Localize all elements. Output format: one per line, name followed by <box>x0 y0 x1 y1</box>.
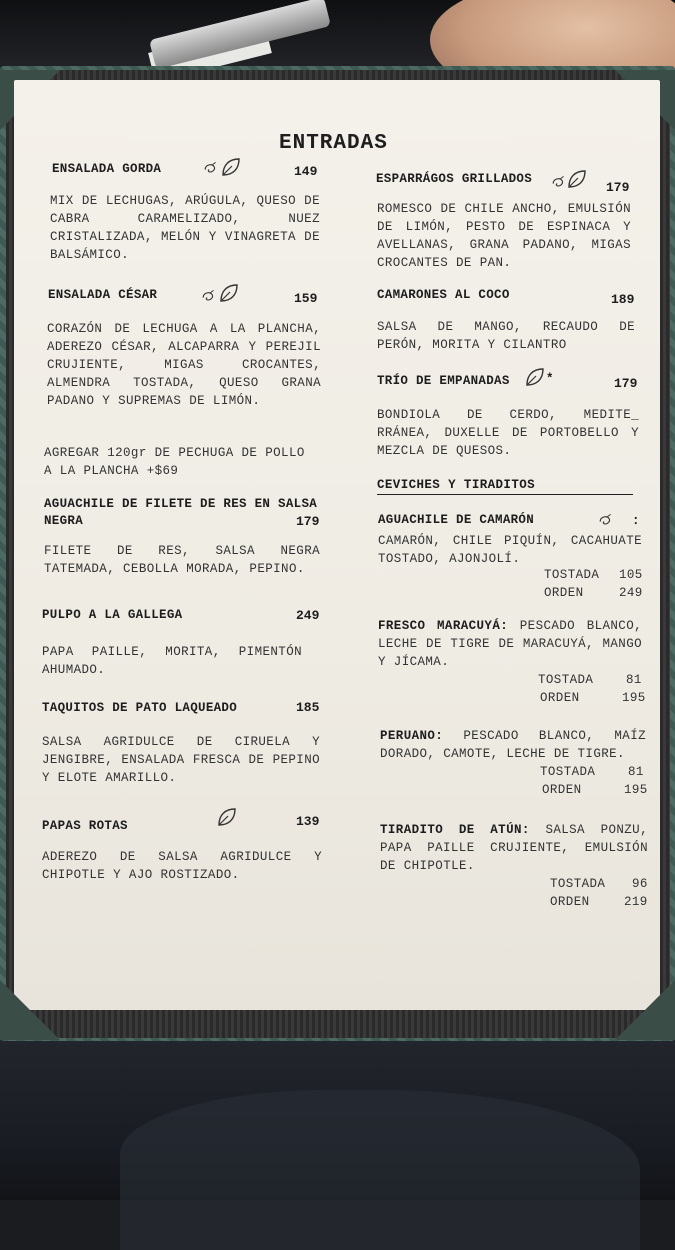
shrimp-icon <box>200 288 216 304</box>
item-description: SALSA DE MANGO, RECAUDO DE PERÓN, MORITA Y CILANTRO <box>377 320 635 352</box>
shrimp-icon <box>202 160 218 176</box>
item-name: AGUACHILE DE CAMARÓN <box>378 513 535 527</box>
price-value: 96 <box>632 877 648 891</box>
item-name: ESPARRÁGOS GRILLADOS <box>376 172 533 186</box>
item-mark: * <box>546 372 554 386</box>
item-price: 139 <box>296 814 320 829</box>
leaf-icon <box>218 282 240 304</box>
item-description: ADEREZO DE SALSA AGRIDULCE Y CHIPOTLE Y AJO ROSTIZADO. <box>42 850 322 882</box>
price-value: 249 <box>619 586 643 600</box>
price-label: ORDEN <box>550 895 590 909</box>
item-colon: : <box>632 514 640 528</box>
item-description: MIX DE LECHUGAS, ARÚGULA, QUESO DE CABRA CARAMELIZADO, NUEZ CRISTALIZADA, MELÓN Y VINAGRETA DE BALSÁMICO. <box>50 194 320 262</box>
shrimp-icon <box>550 174 566 190</box>
item-name: TIRADITO DE ATÚN: <box>380 823 530 837</box>
shrimp-icon <box>597 512 613 528</box>
item-name: PERUANO: <box>380 729 444 743</box>
price-label: TOSTADA <box>550 877 606 891</box>
item-price: 189 <box>611 292 635 307</box>
price-label: TOSTADA <box>540 765 596 779</box>
page-title: ENTRADAS <box>279 132 388 155</box>
price-value: 81 <box>628 765 644 779</box>
section-heading: CEVICHES Y TIRADITOS <box>377 478 633 495</box>
price-value: 195 <box>622 691 646 705</box>
lap-background <box>0 1030 675 1200</box>
item-price: 249 <box>296 608 320 623</box>
item-description: FILETE DE RES, SALSA NEGRA TATEMADA, CEBOLLA MORADA, PEPINO. <box>44 544 320 576</box>
item-name: ENSALADA CÉSAR <box>48 288 158 302</box>
leaf-icon <box>216 806 238 828</box>
item-name: FRESCO MARACUYÁ: <box>378 619 509 633</box>
item-description: BONDIOLA DE CERDO, MEDITE_ RRÁNEA, DUXELLE DE PORTOBELLO Y MEZCLA DE QUESOS. <box>377 408 639 458</box>
item-description-text: SALSA PONZU, PAPA PAILLE CRUJIENTE, EMULSIÓN DE CHIPOTLE. <box>380 823 648 873</box>
item-description: CAMARÓN, CHILE PIQUÍN, CACAHUATE TOSTADO, AJONJOLÍ. <box>378 534 642 566</box>
price-label: ORDEN <box>544 586 584 600</box>
item-description <box>378 617 642 671</box>
price-label: TOSTADA <box>544 568 600 582</box>
leaf-icon <box>566 168 588 190</box>
item-name: ENSALADA GORDA <box>52 162 162 176</box>
item-name: AGUACHILE DE FILETE DE RES EN SALSA NEGRA <box>44 497 318 528</box>
item-price: 179 <box>614 376 638 391</box>
item-price: 179 <box>606 180 630 195</box>
item-description <box>380 727 646 763</box>
item-extra: AGREGAR 120gr DE PECHUGA DE POLLO A LA PLANCHA +$69 <box>44 446 305 478</box>
leaf-icon <box>220 156 242 178</box>
leaf-icon <box>524 366 546 388</box>
item-price: 149 <box>294 164 318 179</box>
price-label: ORDEN <box>540 691 580 705</box>
item-description-text: PESCADO BLANCO, LECHE DE TIGRE DE MARACUYÁ, MANGO Y JÍCAMA. <box>378 619 642 669</box>
price-label: TOSTADA <box>538 673 594 687</box>
item-description: PAPA PAILLE, MORITA, PIMENTÓN AHUMADO. <box>42 645 302 677</box>
item-description: ROMESCO DE CHILE ANCHO, EMULSIÓN DE LIMÓN, PESTO DE ESPINACA Y AVELLANAS, GRANA PADANO, MIGAS CROCANTES DE PAN. <box>377 202 631 270</box>
item-name: CAMARONES AL COCO <box>377 288 510 302</box>
item-name: PAPAS ROTAS <box>42 819 128 833</box>
item-price: 179 <box>296 514 320 529</box>
item-description: CORAZÓN DE LECHUGA A LA PLANCHA, ADEREZO CÉSAR, ALCAPARRA Y PEREJIL CRUJIENTE, MIGAS CROCANTES, ALMENDRA TOSTADA, QUESO GRANA PADANO Y SUPREMAS DE LIMÓN. <box>47 322 321 408</box>
item-description: SALSA AGRIDULCE DE CIRUELA Y JENGIBRE, ENSALADA FRESCA DE PEPINO Y ELOTE AMARILLO. <box>42 735 320 785</box>
price-value: 81 <box>626 673 642 687</box>
price-value: 105 <box>619 568 643 582</box>
item-name: TRÍO DE EMPANADAS <box>377 374 510 388</box>
price-value: 219 <box>624 895 648 909</box>
item-price: 159 <box>294 291 318 306</box>
item-name: PULPO A LA GALLEGA <box>42 608 183 622</box>
price-label: ORDEN <box>542 783 582 797</box>
price-value: 195 <box>624 783 648 797</box>
item-name: TAQUITOS DE PATO LAQUEADO <box>42 701 238 715</box>
item-price: 185 <box>296 700 320 715</box>
item-description <box>380 821 648 875</box>
item-description-text: PESCADO BLANCO, MAÍZ DORADO, CAMOTE, LECHE DE TIGRE. <box>380 729 646 761</box>
menu-page <box>14 80 660 1010</box>
